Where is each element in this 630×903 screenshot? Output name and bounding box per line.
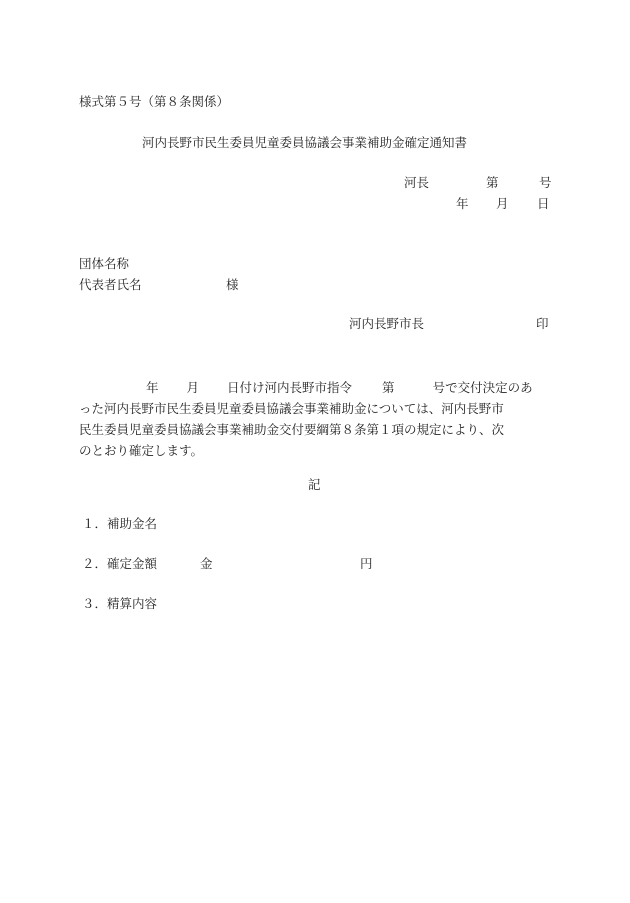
representative-name-label: 代表者氏名 xyxy=(79,277,142,292)
body-line-4: のとおり確定します。 xyxy=(79,443,204,458)
body-dai-label: 第 xyxy=(382,380,395,395)
body-line-1 xyxy=(92,377,552,398)
date-month-label: 月 xyxy=(496,196,509,211)
form-number: 様式第５号（第８条関係） xyxy=(79,94,230,109)
body-month-label: 月 xyxy=(186,380,200,395)
issuer-ref-prefix: 河長 xyxy=(404,175,430,190)
body-text-b: 号で交付決定のあ xyxy=(432,380,533,395)
body-line-2: った河内長野市民生委員児童委員協議会事業補助金については、河内長野市 xyxy=(79,401,504,416)
date-day-label: 日 xyxy=(537,196,550,211)
honorific-sama: 様 xyxy=(226,277,239,292)
item-confirmed-amount: ２．確定金額 xyxy=(82,556,158,571)
item-settlement-details: ３．精算内容 xyxy=(82,596,158,611)
document-title: 河内長野市民生委員児童委員協議会事業補助金確定通知書 xyxy=(142,135,468,150)
issuer-ref-go: 号 xyxy=(539,175,552,190)
item-subsidy-name: １．補助金名 xyxy=(82,516,158,531)
date-year-label: 年 xyxy=(456,196,469,211)
org-name-label: 団体名称 xyxy=(79,256,130,271)
amount-kin-label: 金 xyxy=(200,556,213,571)
ki-heading: 記 xyxy=(308,477,321,492)
body-text-a: 日付け河内長野市指令 xyxy=(227,380,353,395)
body-year-label: 年 xyxy=(146,380,159,395)
amount-yen-label: 円 xyxy=(360,556,373,571)
issuer-ref-dai: 第 xyxy=(486,175,499,190)
body-line-3: 民生委員児童委員協議会事業補助金交付要綱第８条第１項の規定により、次 xyxy=(79,422,505,437)
sender-title: 河内長野市長 xyxy=(349,316,425,331)
seal-mark: 印 xyxy=(536,316,549,331)
notice-body xyxy=(79,377,552,461)
